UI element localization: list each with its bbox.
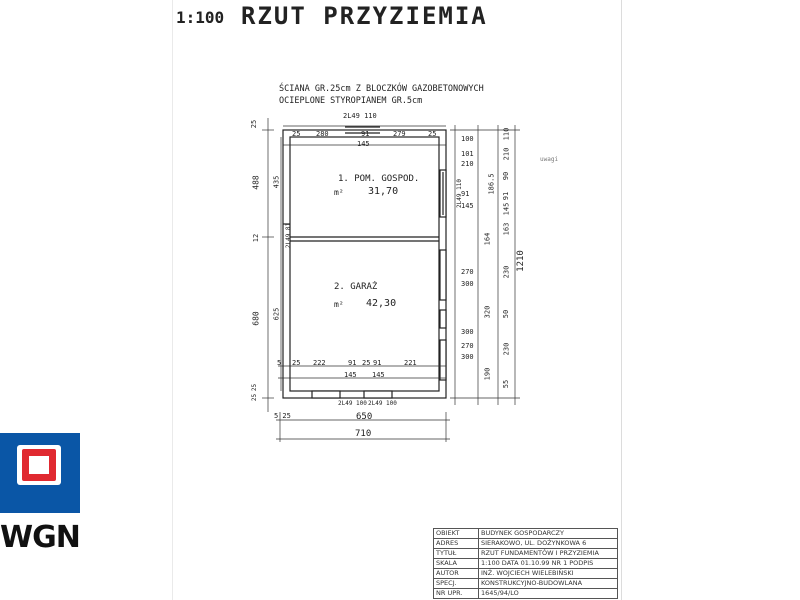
side-note: uwagi — [540, 156, 559, 163]
right-col1-12: 270 — [461, 342, 474, 350]
bottom-dim-4: 91 — [348, 359, 357, 367]
top-dim-5: 25 — [428, 130, 437, 138]
bottom-inner-1: 145 — [344, 371, 357, 379]
bottom-window-2: 2L49 100 — [368, 400, 397, 407]
brand-name: WGN — [0, 520, 80, 555]
title-block-row — [434, 569, 618, 579]
wall-note-line1: ŚCIANA GR.25cm Z BLOCZKÓW GAZOBETONOWYCH — [279, 84, 484, 94]
title-block-key: NR UPR. — [434, 589, 479, 599]
right-col1-5: 91 — [461, 190, 470, 198]
right-col2-2: 210 — [502, 147, 511, 161]
right-col2-7: 230 — [502, 265, 511, 279]
overall-inner-dim: 650 — [356, 412, 373, 422]
title-block-key: OBIEKT — [434, 529, 479, 539]
right-window-label: 2L49 110 — [455, 179, 463, 208]
title-block-row — [434, 559, 618, 569]
right-col2-9: 230 — [502, 342, 511, 356]
right-col2-8: 50 — [502, 309, 511, 319]
right-col1-2: 101 — [461, 150, 474, 158]
title-block-value: RZUT FUNDAMENTÓW I PRZYZIEMIA — [479, 549, 618, 559]
room2-area: 42,30 — [366, 298, 397, 309]
right-col2-6: 163 — [502, 222, 511, 236]
title-block-row — [434, 549, 618, 559]
top-dim-4: 279 — [393, 130, 406, 138]
title-block — [433, 528, 618, 599]
left-inner-1: 435 — [272, 175, 281, 189]
title-block-key: TYTUŁ — [434, 549, 479, 559]
title-block-value: BUDYNEK GOSPODARCZY — [479, 529, 618, 539]
right-col1-7: 164 — [483, 232, 492, 246]
right-overall: 1210 — [515, 250, 526, 272]
room2-name: 2. GARAŻ — [334, 282, 378, 292]
left-inner-2: 625 — [272, 307, 281, 321]
left-dim-mid: 12 — [252, 233, 261, 243]
right-col1-4: 186.5 — [487, 173, 496, 195]
title-block-row — [434, 579, 618, 589]
right-col1-8: 270 — [461, 268, 474, 276]
top-dim-2: 280 — [316, 130, 329, 138]
overall-dim: 710 — [355, 429, 372, 439]
room1-name: 1. POM. GOSPOD. — [338, 174, 420, 184]
bottom-dim-3: 222 — [313, 359, 326, 367]
drawing-title: RZUT PRZYZIEMIA — [241, 2, 488, 30]
title-block-value: INŻ. WOJCIECH WIELEBIŃSKI — [479, 569, 618, 579]
left-dimensions — [262, 118, 281, 412]
wgn-logo-icon — [0, 433, 80, 513]
title-block-row — [434, 529, 618, 539]
title-block-key: SPECJ. — [434, 579, 479, 589]
right-col1-14: 190 — [483, 367, 492, 381]
title-block-key: SKALA — [434, 559, 479, 569]
bottom-dim-7: 221 — [404, 359, 417, 367]
title-block-row — [434, 589, 618, 599]
title-block-value: 1:100 DATA 01.10.99 NR 1 PODPIS — [479, 559, 618, 569]
right-col2-3: 90 — [502, 171, 511, 181]
left-dim-bottom2: 25 — [251, 393, 259, 402]
right-col2-10: 55 — [502, 379, 511, 389]
title-block-value: SIERAKOWO, UL. DOŻYNKOWA 6 — [479, 539, 618, 549]
right-col1-6: 145 — [461, 202, 474, 210]
right-col1-10: 300 — [461, 328, 474, 336]
right-col2-4: 91 — [502, 191, 511, 201]
title-block-value: KONSTRUKCYJNO-BUDOWLANA — [479, 579, 618, 589]
left-dim-bottom1: 25 — [251, 383, 259, 392]
right-col2-1: 110 — [502, 127, 511, 141]
right-col1-11: 320 — [483, 305, 492, 319]
top-dim-1: 25 — [292, 130, 301, 138]
top-window-label: 2L49 110 — [343, 112, 377, 120]
walls — [283, 127, 446, 398]
title-block-value: 1645/94/LO — [479, 589, 618, 599]
logo-square — [29, 456, 49, 474]
right-col1-1: 100 — [461, 135, 474, 143]
title-block-key: ADRES — [434, 539, 479, 549]
drawing-scale: 1:100 — [176, 8, 225, 27]
top-dim-3: 91 — [361, 130, 370, 138]
bottom-left-dim: 5 25 — [274, 412, 291, 420]
title-block-row — [434, 539, 618, 549]
bottom-dim-2: 25 — [292, 359, 301, 367]
title-block-key: AUTOR — [434, 569, 479, 579]
left-dim-top: 25 — [250, 119, 259, 129]
bottom-window-1: 2L49 100 — [338, 400, 367, 407]
right-col1-3: 210 — [461, 160, 474, 168]
bottom-dim-1: 5 — [277, 359, 282, 367]
right-col2-5: 145 — [502, 202, 511, 216]
bottom-dim-5: 25 — [362, 359, 371, 367]
top-inner: 145 — [357, 140, 370, 148]
room2-area-unit: m² — [334, 300, 344, 309]
bottom-inner-2: 145 — [372, 371, 385, 379]
room1-area: 31,70 — [368, 186, 399, 197]
room1-area-unit: m² — [334, 188, 344, 197]
left-dim-room2: 680 — [251, 311, 261, 326]
right-col1-13: 300 — [461, 353, 474, 361]
left-dim-room1: 488 — [251, 175, 261, 190]
right-col1-9: 300 — [461, 280, 474, 288]
left-door-label: 2L49 81 — [285, 222, 293, 249]
wall-note-line2: OCIEPLONE STYROPIANEM GR.5cm — [279, 96, 423, 106]
bottom-dim-6: 91 — [373, 359, 382, 367]
